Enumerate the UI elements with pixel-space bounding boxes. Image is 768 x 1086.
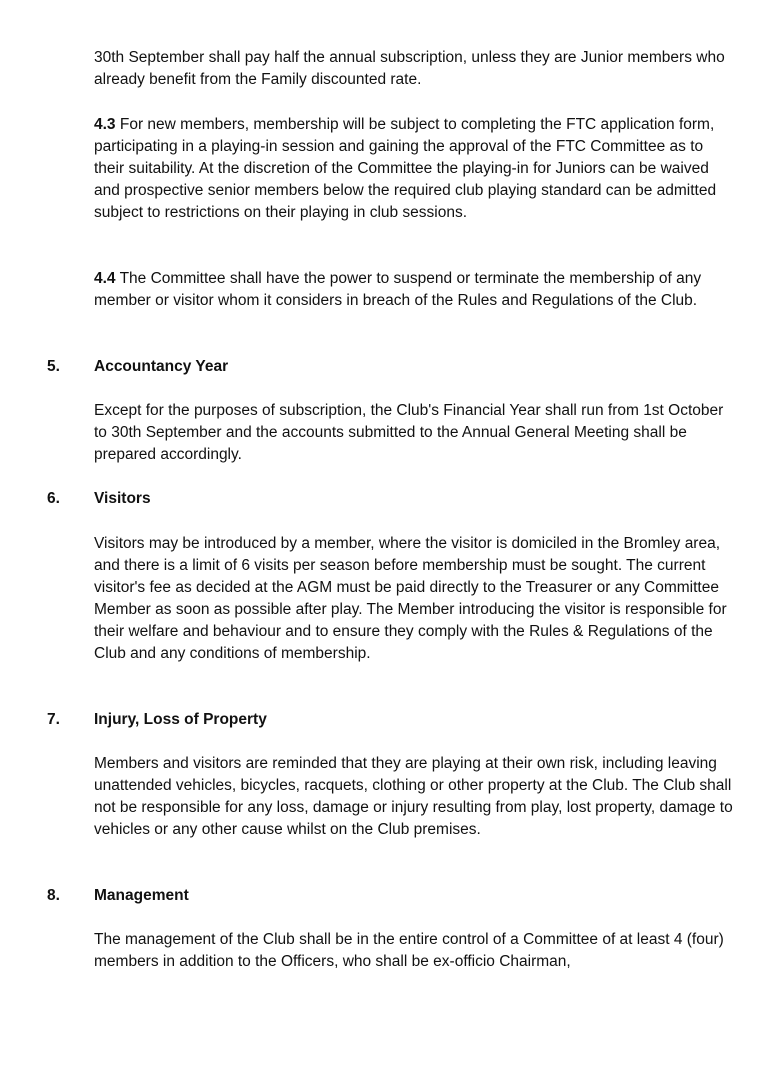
section-title: Accountancy Year bbox=[94, 358, 229, 375]
clause-text: For new members, membership will be subject to completing the FTC application form, participating in a playing-in session and gaining the approval of the FTC Committee as to their suitability. At the discretion of the Committee the playing-in for Juniors can be waived and prospective senior members below the required club playing standard can be admitted subject to restrictions on their playing in club sessions. bbox=[94, 116, 717, 221]
clause-text: The Committee shall have the power to suspend or terminate the membership of any member or visitor whom it considers in breach of the Rules and Regulations of the Club. bbox=[94, 270, 702, 309]
section-body-8: The management of the Club shall be in the entire control of a Committee of at least 4 (four) members in addition to the Officers, who shall be ex-officio Chairman, bbox=[94, 931, 724, 970]
section-body-5: Except for the purposes of subscription, the Club's Financial Year shall run from 1st October to 30th September and the accounts submitted to the Annual General Meeting shall be prepared accordingly. bbox=[94, 402, 724, 463]
section-number: 5. bbox=[47, 358, 60, 375]
clause-number: 4.4 bbox=[94, 270, 116, 287]
section-title: Visitors bbox=[94, 490, 151, 507]
paragraph-4-4 bbox=[94, 268, 734, 312]
section-number: 8. bbox=[47, 887, 60, 904]
section-body-6: Visitors may be introduced by a member, where the visitor is domiciled in the Bromley area, and there is a limit of 6 visits per season before membership must be sought. The current visitor's fee as decided at the AGM must be paid directly to the Treasurer or any Committee Member as soon as possible after play. The Member introducing the visitor is responsible for their welfare and behaviour and to ensure they comply with the Rules & Regulations of the Club and any conditions of membership. bbox=[94, 535, 727, 662]
clause-number: 4.3 bbox=[94, 116, 116, 133]
section-title: Management bbox=[94, 887, 189, 904]
section-heading-8 bbox=[0, 885, 768, 907]
section-number: 7. bbox=[47, 711, 60, 728]
paragraph-4-3 bbox=[94, 114, 734, 224]
section-number: 6. bbox=[47, 490, 60, 507]
section-body-7: Members and visitors are reminded that they are playing at their own risk, including leaving unattended vehicles, bicycles, racquets, clothing or other property at the Club. The Club shall not be responsible for any loss, damage or injury resulting from play, lost property, damage to vehicles or any other cause whilst on the Club premises. bbox=[94, 755, 733, 838]
paragraph-4-2-continuation: 30th September shall pay half the annual subscription, unless they are Junior members who already benefit from the Family discounted rate. bbox=[94, 49, 725, 88]
section-heading-6 bbox=[0, 488, 768, 510]
section-heading-5 bbox=[0, 356, 768, 378]
section-title: Injury, Loss of Property bbox=[94, 711, 267, 728]
section-heading-7 bbox=[0, 709, 768, 731]
